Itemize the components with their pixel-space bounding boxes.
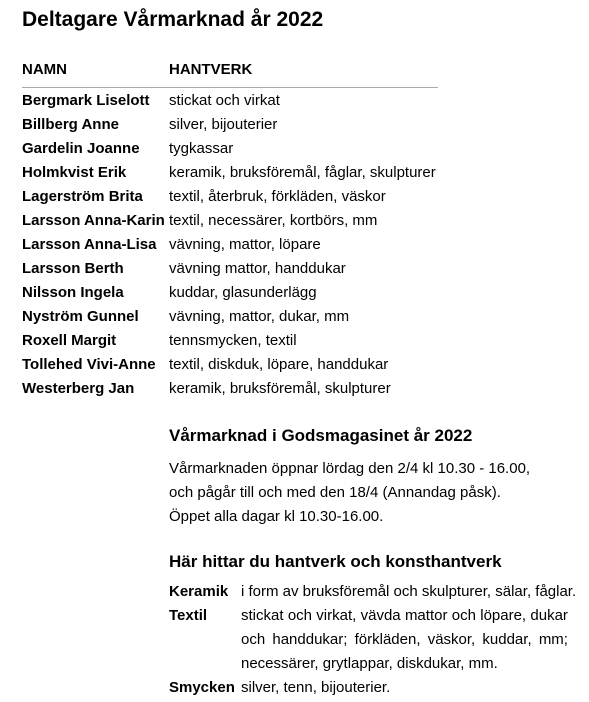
- participant-craft: tygkassar: [169, 140, 234, 157]
- participant-name: Larsson Berth: [22, 260, 124, 277]
- market-info-line: och pågår till och med den 18/4 (Annandag påsk).: [169, 484, 501, 501]
- market-info-line: Öppet alla dagar kl 10.30-16.00.: [169, 508, 384, 525]
- participant-craft: vävning, mattor, dukar, mm: [169, 308, 350, 325]
- word: virkat,: [316, 607, 357, 624]
- market-info-heading: Vårmarknad i Godsmagasinet år 2022: [169, 426, 473, 445]
- category-label: Smycken: [169, 679, 235, 696]
- table-row: [22, 378, 452, 402]
- table-row: [22, 138, 452, 162]
- participant-name: Tollehed Vivi-Anne: [22, 356, 156, 373]
- participant-name: Larsson Anna-Karin: [22, 212, 165, 229]
- category-smycken: [169, 676, 569, 700]
- table-row: [22, 114, 452, 138]
- category-text: silver, tenn, bijouterier.: [241, 679, 391, 696]
- table-row: [22, 90, 452, 114]
- participant-name: Lagerström Brita: [22, 188, 143, 205]
- word: mattor: [404, 607, 448, 624]
- word: väskor,: [427, 631, 476, 648]
- participant-craft: tennsmycken, textil: [169, 332, 297, 349]
- participant-name: Westerberg Jan: [22, 380, 135, 397]
- crafts-heading: Här hittar du hantverk och konsthantverk: [169, 552, 502, 571]
- category-label: Keramik: [169, 583, 229, 600]
- page-title: Deltagare Vårmarknad år 2022: [22, 8, 324, 31]
- column-header-craft: HANTVERK: [169, 61, 253, 78]
- participant-craft: textil, diskduk, löpare, handdukar: [169, 356, 389, 373]
- participant-name: Gardelin Joanne: [22, 140, 140, 157]
- word: dukar: [530, 607, 568, 624]
- table-row: [22, 330, 452, 354]
- participant-craft: stickat och virkat: [169, 92, 280, 109]
- table-row: [22, 354, 452, 378]
- category-label: Textil: [169, 607, 208, 624]
- column-header-name: NAMN: [22, 61, 67, 78]
- word: löpare,: [480, 607, 527, 624]
- category-text-line: [241, 628, 568, 652]
- participant-name: Roxell Margit: [22, 332, 117, 349]
- participant-name: Billberg Anne: [22, 116, 119, 133]
- word: vävda: [360, 607, 401, 624]
- word: och: [241, 631, 266, 648]
- word: stickat: [241, 607, 284, 624]
- participant-craft: vävning, mattor, löpare: [169, 236, 321, 253]
- participant-craft: kuddar, glasunderlägg: [169, 284, 317, 301]
- market-info-line: Vårmarknaden öppnar lördag den 2/4 kl 10.30 - 16.00,: [169, 460, 531, 477]
- participant-craft: vävning mattor, handdukar: [169, 260, 346, 277]
- table-row: [22, 282, 452, 306]
- category-keramik: [169, 580, 577, 604]
- table-header: [22, 61, 438, 88]
- category-text-line: necessärer, grytlappar, diskdukar, mm.: [241, 655, 498, 672]
- table-row: [22, 258, 452, 282]
- participants-table: [22, 90, 452, 402]
- category-text-line: [241, 604, 568, 628]
- participant-craft: textil, återbruk, förkläden, väskor: [169, 188, 386, 205]
- participant-craft: silver, bijouterier: [169, 116, 278, 133]
- participant-craft: keramik, bruksföremål, skulpturer: [169, 380, 391, 397]
- market-info-text: [169, 457, 530, 529]
- participant-name: Nyström Gunnel: [22, 308, 139, 325]
- table-row: [22, 234, 452, 258]
- participant-name: Nilsson Ingela: [22, 284, 124, 301]
- table-row: [22, 306, 452, 330]
- participant-name: Larsson Anna-Lisa: [22, 236, 157, 253]
- table-row: [22, 186, 452, 210]
- word: och: [287, 607, 312, 624]
- participant-craft: keramik, bruksföremål, fåglar, skulpturer: [169, 164, 436, 181]
- participant-name: Holmkvist Erik: [22, 164, 127, 181]
- word: mm;: [538, 631, 568, 648]
- table-row: [22, 210, 452, 234]
- participant-craft: textil, necessärer, kortbörs, mm: [169, 212, 378, 229]
- word: och: [451, 607, 476, 624]
- word: förkläden,: [354, 631, 421, 648]
- category-text: i form av bruksföremål och skulpturer, sälar, fåglar.: [241, 583, 577, 600]
- category-textil: [169, 604, 569, 676]
- participant-name: Bergmark Liselott: [22, 92, 150, 109]
- word: handdukar;: [272, 631, 348, 648]
- table-row: [22, 162, 452, 186]
- word: kuddar,: [482, 631, 532, 648]
